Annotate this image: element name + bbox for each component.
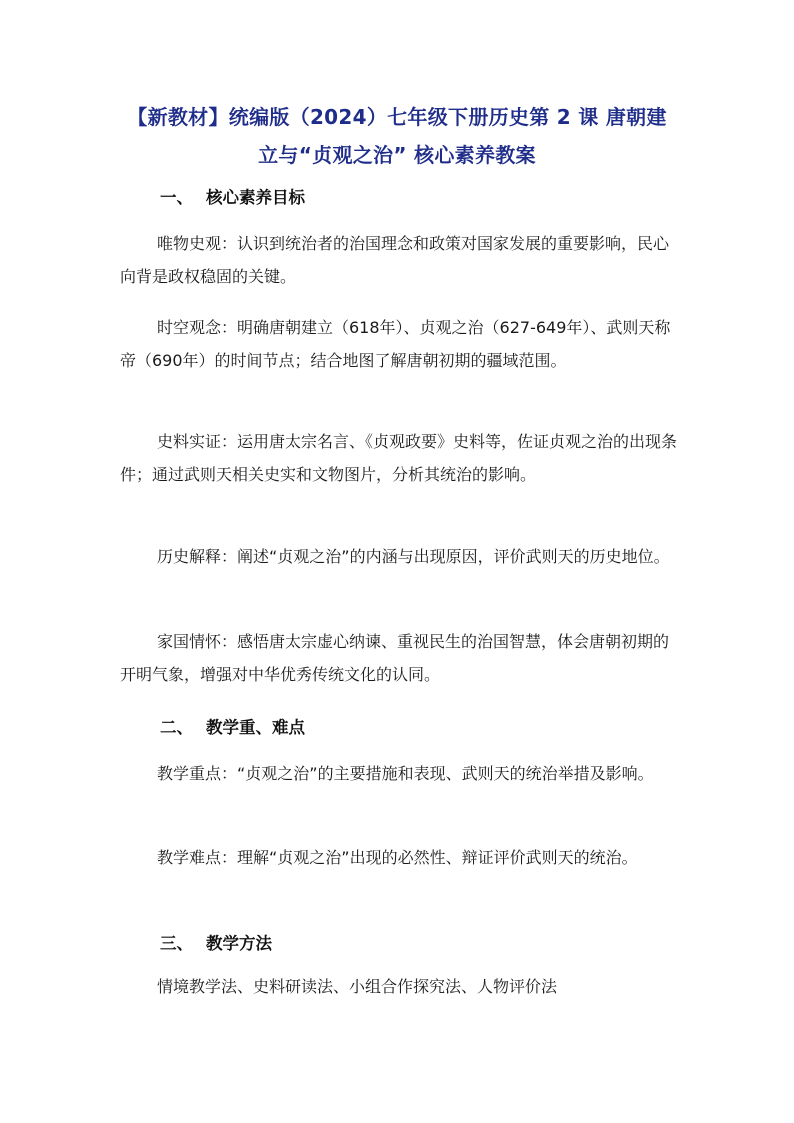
section-heading-objectives [160,186,305,210]
section-heading-key-points [160,716,305,740]
title-line-1: 【新教材】统编版（2024）七年级下册历史第 2 课 唐朝建 [127,105,667,129]
paragraph-materialism: 唯物史观：认识到统治者的治国理念和政策对国家发展的重要影响，民心向背是政权稳固的关键。 [120,234,670,286]
section-title: 核心素养目标 [206,188,305,207]
paragraph-evidence: 史料实证：运用唐太宗名言、《贞观政要》史料等，佐证贞观之治的出现条件；通过武则天相关史实和文物图片，分析其统治的影响。 [120,432,678,484]
section-title: 教学重、难点 [206,718,305,737]
section-number: 一、 [160,188,193,207]
section-number: 三、 [160,934,193,953]
paragraph-key-point: 教学重点：“贞观之治”的主要措施和表现、武则天的统治举措及影响。 [157,764,654,783]
section-title: 教学方法 [206,934,272,953]
section-heading-methods [160,932,272,956]
paragraph-spatiotemporal: 时空观念：明确唐朝建立（618年）、贞观之治（627-649年）、武则天称帝（690年）的时间节点；结合地图了解唐朝初期的疆域范围。 [120,318,671,370]
paragraph-methods: 情境教学法、史料研读法、小组合作探究法、人物评价法 [157,977,558,996]
paragraph-difficulty: 教学难点：理解“贞观之治”出现的必然性、辩证评价武则天的统治。 [157,848,638,867]
paragraph-interpretation: 历史解释：阐述“贞观之治”的内涵与出现原因，评价武则天的历史地位。 [157,547,670,566]
title-line-2: 立与“贞观之治” 核心素养教案 [258,143,536,167]
section-number: 二、 [160,718,193,737]
paragraph-patriotism: 家国情怀：感悟唐太宗虚心纳谏、重视民生的治国智慧，体会唐朝初期的开明气象，增强对中华优秀传统文化的认同。 [120,632,670,684]
document-title [110,98,684,174]
